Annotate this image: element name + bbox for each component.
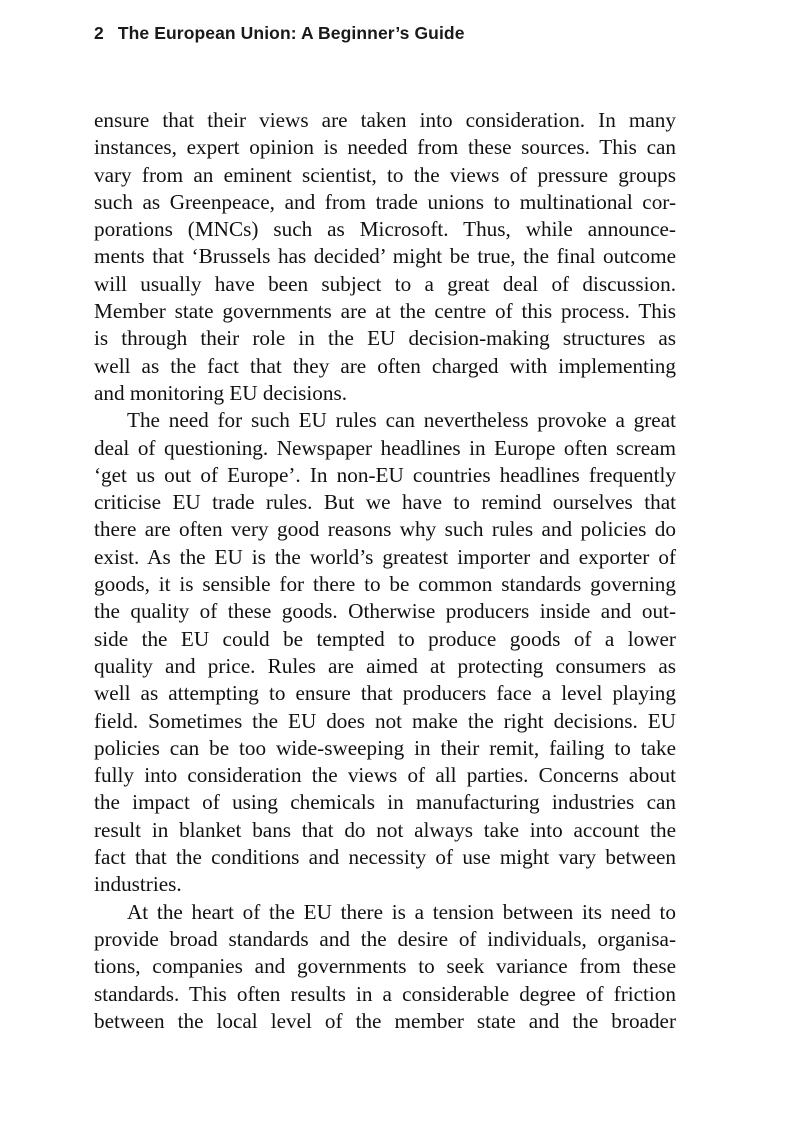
text-line: deal of questioning. Newspaper headlines in Europe often scream <box>94 435 676 460</box>
paragraph-3 <box>94 899 676 1035</box>
text-line: between the local level of the member state and the broader <box>94 1008 676 1033</box>
text-line: and monitoring EU decisions. <box>94 380 348 405</box>
text-line: goods, it is sensible for there to be common standards governing <box>94 572 676 597</box>
text-line: well as attempting to ensure that producers face a level playing <box>94 681 676 706</box>
text-line: result in blanket bans that do not always take into account the <box>94 817 676 842</box>
running-head <box>94 20 465 46</box>
text-line: there are often very good reasons why such rules and policies do <box>94 517 676 542</box>
text-line: ensure that their views are taken into consideration. In many <box>94 108 676 132</box>
text-line: exist. As the EU is the world’s greatest importer and exporter of <box>94 544 676 569</box>
text-line: Member state governments are at the centre of this process. This <box>94 299 676 324</box>
text-line: tions, companies and governments to seek variance from these <box>94 954 676 979</box>
paragraph-1 <box>94 107 676 407</box>
text-line: At the heart of the EU there is a tension between its need to <box>127 899 676 924</box>
text-line: will usually have been subject to a great deal of discussion. <box>94 271 676 296</box>
text-line: side the EU could be tempted to produce goods of a lower <box>94 626 676 651</box>
text-line: instances, expert opinion is needed from these sources. This can <box>94 135 676 160</box>
text-line: policies can be too wide-sweeping in their remit, failing to take <box>94 735 676 760</box>
text-line: standards. This often results in a considerable degree of friction <box>94 981 676 1006</box>
text-line: criticise EU trade rules. But we have to remind ourselves that <box>94 490 676 515</box>
text-line: such as Greenpeace, and from trade unions to multinational cor- <box>94 189 676 214</box>
paragraph-2 <box>94 407 676 898</box>
book-title: The European Union: A Beginner’s Guide <box>117 22 465 43</box>
text-line: porations (MNCs) such as Microsoft. Thus, while announce- <box>94 217 676 242</box>
text-line: the quality of these goods. Otherwise producers inside and out- <box>94 599 676 624</box>
text-line: provide broad standards and the desire of individuals, organisa- <box>94 926 676 951</box>
text-line: well as the fact that they are often charged with implementing <box>94 353 676 378</box>
text-line: industries. <box>94 872 182 897</box>
text-line: vary from an eminent scientist, to the views of pressure groups <box>94 162 676 187</box>
text-line: ments that ‘Brussels has decided’ might be true, the final outcome <box>94 244 676 269</box>
text-line: is through their role in the EU decision-making structures as <box>94 326 676 351</box>
text-line: fully into consideration the views of all parties. Concerns about <box>94 763 676 788</box>
text-line: quality and price. Rules are aimed at protecting consumers as <box>94 653 676 678</box>
body-text <box>94 107 676 1035</box>
text-line: the impact of using chemicals in manufacturing industries can <box>94 790 676 815</box>
text-line: fact that the conditions and necessity of use might vary between <box>94 845 676 870</box>
text-line: field. Sometimes the EU does not make the right decisions. EU <box>94 708 676 733</box>
page-number: 2 <box>94 22 104 43</box>
text-line: ‘get us out of Europe’. In non-EU countries headlines frequently <box>94 462 676 487</box>
text-line: The need for such EU rules can nevertheless provoke a great <box>127 408 676 433</box>
